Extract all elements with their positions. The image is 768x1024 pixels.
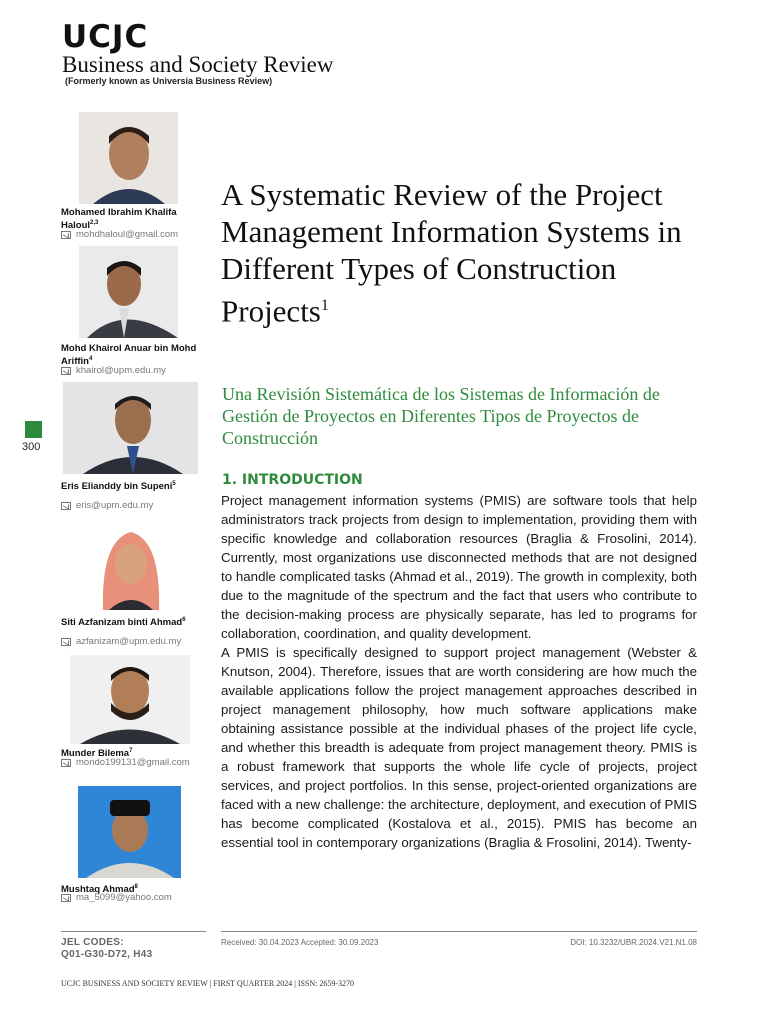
author-photo [70, 655, 190, 744]
divider [221, 931, 697, 932]
article-title: A Systematic Review of the Project Management Information Systems in Different Types of Construction Projects$^1$ [221, 177, 682, 329]
mail-icon [61, 367, 71, 375]
journal-name: Business and Society Review [62, 52, 334, 77]
doi[interactable]: DOI: 10.3232/UBR.2024.V21.N1.08 [570, 938, 697, 947]
author-photo [81, 520, 180, 610]
received-accepted-dates: Received: 30.04.2023 Accepted: 30.09.2023 [221, 938, 379, 947]
author-name: Munder Bilema$^7$ [61, 748, 133, 760]
author-name: Mushtaq Ahmad$^8$ [61, 884, 138, 896]
page-number: 300 [22, 441, 41, 453]
article-body [221, 491, 697, 852]
author-email[interactable]: ma_5099@yahoo.com [61, 892, 211, 904]
author-name: Mohd Khairol Anuar bin Mohd Ariffin$^4$ [61, 343, 197, 368]
author-email[interactable]: mondo199131@gmail.com [61, 757, 211, 769]
author-name: Siti Azfanizam binti Ahmad$^6$ [61, 617, 186, 629]
mail-icon [61, 231, 71, 239]
divider [61, 931, 206, 932]
author-email[interactable]: mohdhaloul@gmail.com [61, 229, 211, 241]
jel-values: Q01-G30-D72, H43 [61, 949, 153, 960]
author-photo [63, 382, 198, 474]
author-photo [79, 112, 178, 204]
mail-icon [61, 502, 71, 510]
jel-codes [61, 937, 153, 961]
author-name: Mohamed Ibrahim Khalifa Haloul$^{2,3}$ [61, 207, 177, 232]
article-subtitle-spanish: Una Revisión Sistemática de los Sistemas de Información de Gestión de Proyectos en Diferentes Tipos de Proyectos de Construcción [222, 384, 660, 448]
mail-icon [61, 759, 71, 767]
paragraph: Project management information systems (PMIS) are software tools that help administrators track projects from design to implementation, providing them with specific knowledge and collaboration resources (Braglia & Frosolini, 2014). Currently, most organizations use disconnected methods that are not designed to handle complicated tasks (Ahmad et al., 2019). The growth in complexity, both due to the magnitude of the spectrum and the fact that users who contribute to the decision-making process are physically separate, has led to programs for collaboration, coordination, and quality development. [221, 493, 697, 641]
journal-formerly: (Formerly known as Universia Business Review) [65, 76, 273, 86]
author-photo [79, 246, 178, 338]
author-photo [78, 786, 181, 878]
journal-logo: UCJC [62, 19, 149, 55]
author-email[interactable]: khairol@upm.edu.my [61, 365, 211, 377]
author-name: Eris Elianddy bin Supeni$^5$ [61, 481, 176, 493]
mail-icon [61, 894, 71, 902]
paragraph: A PMIS is specifically designed to support project management (Webster & Knutson, 2004). Therefore, issues that are worth considering are how much the available applications follow the project management approaches described in project management philosophy, how much software applications make obtaining assistance possible at the individual phases of the project life cycle, and whether this breadth is adequate from project management theory. PMIS is a robust framework that supports the whole life cycle of projects, project services, and project portfolios. In this sense, project-oriented organizations are faced with a new challenge: the architecture, deployment, and execution of PMIS has become complicated (Kostalova et al., 2015). PMIS has become an essential tool in contemporary organizations (Braglia & Frosolini, 2014). Twenty- [221, 645, 698, 850]
page-marker [25, 421, 42, 438]
author-email[interactable]: azfanizam@upm.edu.my [61, 636, 211, 648]
author-email[interactable]: eris@upm.edu.my [61, 500, 211, 512]
section-heading: 1. INTRODUCTION [222, 472, 363, 488]
jel-label: JEL CODES: [61, 937, 124, 948]
mail-icon [61, 638, 71, 646]
page-footer: UCJC BUSINESS AND SOCIETY REVIEW | FIRST QUARTER 2024 | ISSN: 2659-3270 [61, 979, 355, 988]
